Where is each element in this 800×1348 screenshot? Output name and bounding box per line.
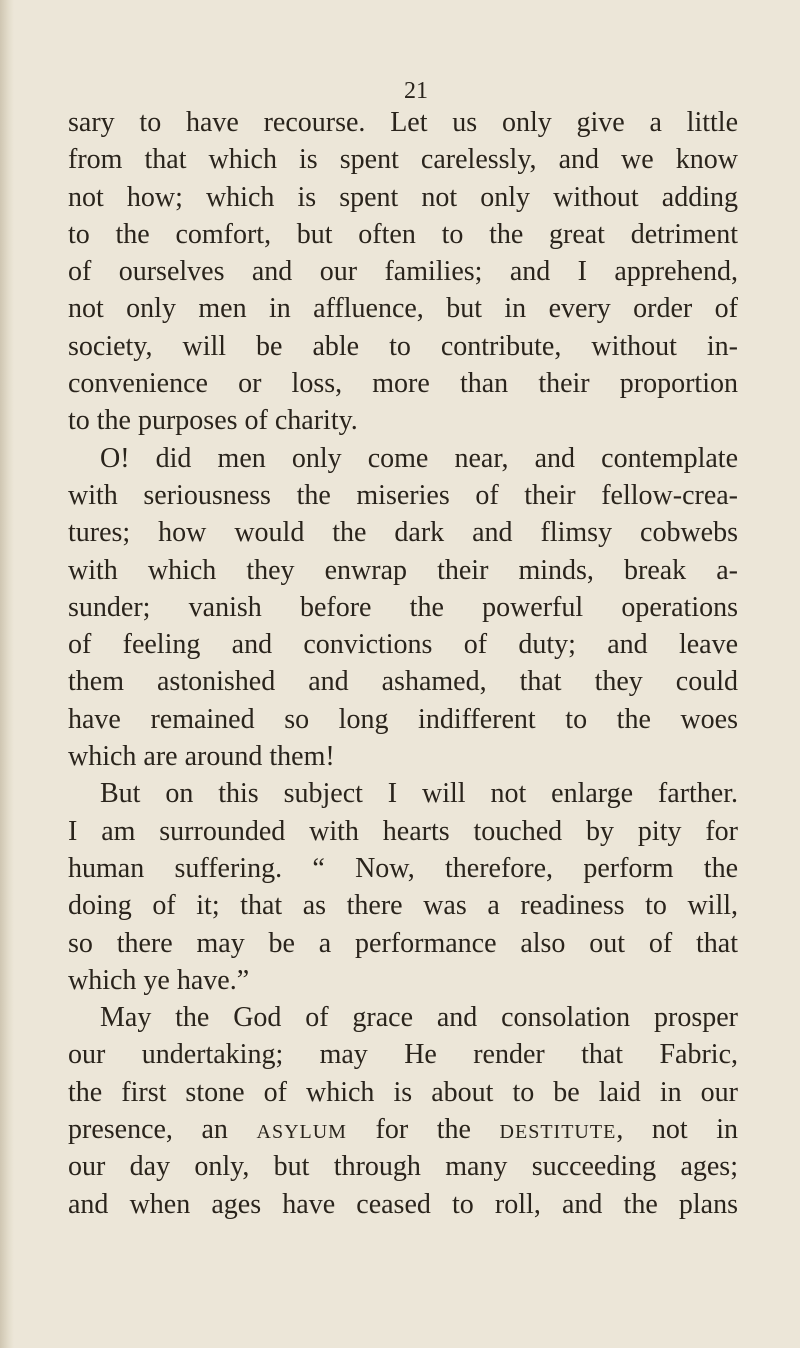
text-line: to the comfort, but often to the great detriment <box>68 218 738 250</box>
text-line: sunder; vanish before the powerful operations <box>68 591 738 623</box>
text-line: society, will be able to contribute, without in- <box>68 330 738 362</box>
text-line: our undertaking; may He render that Fabric, <box>68 1039 738 1071</box>
small-caps-word: destitute <box>499 1114 617 1146</box>
text-line: convenience or loss, more than their proportion <box>68 368 738 400</box>
text-line: them astonished and ashamed, that they could <box>68 666 738 698</box>
text-line: to the purposes of charity. <box>68 405 358 437</box>
text-line: have remained so long indifferent to the woes <box>68 703 738 735</box>
text-line: human suffering. “ Now, therefore, perform the <box>68 852 738 884</box>
text-line: which ye have.” <box>68 964 250 996</box>
text-line: But on this subject I will not enlarge farther. <box>100 778 738 810</box>
text-line: so there may be a performance also out of that <box>68 927 738 959</box>
text-line: not how; which is spent not only without adding <box>68 181 738 213</box>
text-line <box>68 1111 738 1148</box>
text-line: of ourselves and our families; and I apprehend, <box>68 256 738 288</box>
text-span: , not in <box>616 1114 739 1146</box>
text-line: tures; how would the dark and flimsy cobwebs <box>68 517 738 549</box>
text-line: with seriousness the miseries of their fellow-crea- <box>68 479 738 511</box>
text-line: May the God of grace and consolation prosper <box>100 1002 738 1034</box>
text-line: our day only, but through many succeeding ages; <box>68 1151 738 1183</box>
body-text <box>68 104 738 1223</box>
text-line: with which they enwrap their minds, break a- <box>68 554 738 586</box>
page-binding-edge <box>0 0 14 1348</box>
text-line: O! did men only come near, and contemplate <box>100 442 738 474</box>
page-number: 21 <box>404 78 428 104</box>
text-line: which are around them! <box>68 741 335 773</box>
text-line: of feeling and convictions of duty; and leave <box>68 629 738 661</box>
small-caps-word: asylum <box>256 1114 347 1146</box>
text-line: doing of it; that as there was a readiness to will, <box>68 890 738 922</box>
text-line: the first stone of which is about to be laid in our <box>68 1076 738 1108</box>
text-line: I am surrounded with hearts touched by pity for <box>68 815 738 847</box>
text-span: for the <box>346 1114 500 1146</box>
text-span: presence, an <box>68 1114 257 1146</box>
text-line: from that which is spent carelessly, and we know <box>68 144 738 176</box>
text-line: sary to have recourse. Let us only give a little <box>68 107 738 138</box>
text-line: not only men in affluence, but in every order of <box>68 293 738 325</box>
text-line: and when ages have ceased to roll, and the plans <box>68 1188 738 1220</box>
